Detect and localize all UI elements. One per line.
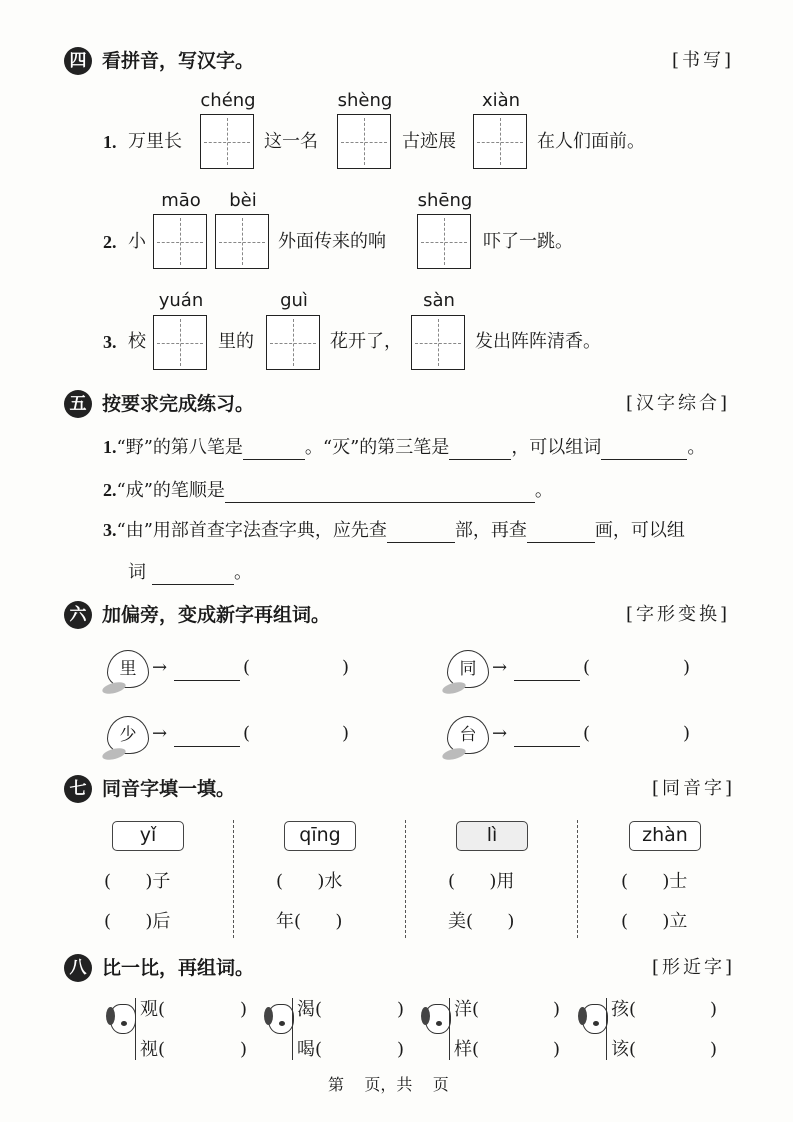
paren: (: [583, 723, 591, 744]
fill-item[interactable]: ( )用: [448, 871, 515, 892]
peach-icon: 台: [447, 716, 489, 754]
pinyin: xiàn: [481, 90, 521, 111]
pinyin: chéng: [200, 90, 256, 111]
section-title: 加偏旁，变成新字再组词。: [102, 604, 331, 626]
peach-icon: 少: [107, 716, 149, 754]
text: 吓了一跳。: [483, 231, 573, 252]
paren: (: [243, 723, 251, 744]
paren: (: [243, 657, 251, 678]
paren: ): [553, 1039, 561, 1060]
writing-box[interactable]: [200, 114, 254, 169]
text: 花开了，: [330, 331, 402, 352]
paren: ): [240, 1039, 248, 1060]
item-number: 3.: [103, 332, 117, 352]
text: 。: [234, 562, 252, 583]
fill-item[interactable]: ( )士: [621, 871, 688, 892]
pinyin: māo: [161, 190, 201, 211]
pinyin-box: lì: [456, 821, 528, 851]
item-number: 3.: [103, 520, 117, 540]
word: 洋(: [454, 999, 480, 1020]
writing-box[interactable]: [153, 315, 207, 370]
blank[interactable]: [514, 726, 580, 747]
text: 在人们面前。: [537, 131, 645, 152]
paren: ): [342, 723, 350, 744]
blank[interactable]: [152, 564, 234, 585]
pinyin: shèng: [337, 90, 393, 111]
section-tag: [同音字]: [652, 778, 736, 799]
s5-line-4: [128, 561, 252, 585]
pinyin: shēng: [417, 190, 473, 211]
section-tag: [字形变换]: [626, 604, 731, 625]
divider: [292, 998, 293, 1060]
section-tag: [汉字综合]: [626, 393, 731, 414]
blank[interactable]: [174, 660, 240, 681]
divider: [449, 998, 450, 1060]
blank[interactable]: [225, 482, 535, 503]
text: 词: [128, 562, 146, 583]
arrow: →: [492, 723, 508, 744]
blank[interactable]: [243, 439, 305, 460]
text: 发出阵阵清香。: [475, 331, 601, 352]
word: 该(: [611, 1039, 637, 1060]
text: ，可以组词: [511, 437, 602, 458]
fill-item[interactable]: 年( ): [276, 911, 343, 932]
word: 渴(: [297, 999, 323, 1020]
blank[interactable]: [527, 522, 595, 543]
arrow: →: [152, 657, 168, 678]
pinyin-box: zhàn: [629, 821, 701, 851]
paren: ): [710, 1039, 718, 1060]
text: 。: [687, 437, 706, 458]
dog-icon: [582, 1004, 608, 1034]
dog-icon: [425, 1004, 451, 1034]
text: 部，再查: [454, 520, 527, 541]
blank[interactable]: [601, 439, 687, 460]
section-number: 七: [64, 775, 92, 803]
item-number: 1.: [103, 132, 117, 152]
writing-box[interactable]: [266, 315, 320, 370]
fill-item[interactable]: ( )水: [276, 871, 343, 892]
column-divider: [233, 820, 234, 938]
blank[interactable]: [387, 522, 455, 543]
pinyin-box: yǐ: [112, 821, 184, 851]
pinyin: bèi: [229, 190, 257, 211]
dog-icon: [110, 1004, 136, 1034]
peach-icon: 同: [447, 650, 489, 688]
text: 小: [128, 231, 146, 252]
s5-line-3: [103, 518, 685, 543]
text: 画，可以组: [594, 520, 685, 541]
column-divider: [405, 820, 406, 938]
section-title: 同音字填一填。: [102, 778, 236, 800]
blank[interactable]: [174, 726, 240, 747]
word: 喝(: [297, 1039, 323, 1060]
paren: ): [710, 999, 718, 1020]
fill-item[interactable]: 美( ): [448, 911, 515, 932]
writing-box[interactable]: [153, 214, 207, 269]
text: 外面传来的响: [278, 231, 386, 252]
blank[interactable]: [449, 439, 511, 460]
section-tag: [形近字]: [652, 957, 736, 978]
pinyin-box: qīng: [284, 821, 356, 851]
paren: ): [397, 1039, 405, 1060]
text: 古迹展: [402, 131, 456, 152]
peach-icon: 里: [107, 650, 149, 688]
item-number: 2.: [103, 232, 117, 252]
text: “野”的第八笔是: [116, 437, 243, 458]
item-number: 1.: [103, 437, 117, 457]
writing-box[interactable]: [417, 214, 471, 269]
arrow: →: [492, 657, 508, 678]
section-number: 五: [64, 390, 92, 418]
text: 里的: [218, 331, 254, 352]
paren: ): [683, 657, 691, 678]
text: 这一名: [264, 131, 318, 152]
paren: ): [397, 999, 405, 1020]
dog-icon: [268, 1004, 294, 1034]
page-footer: 第 页，共 页: [328, 1075, 449, 1094]
text: 校: [128, 331, 146, 352]
paren: ): [240, 999, 248, 1020]
paren: ): [683, 723, 691, 744]
section-title: 看拼音，写汉字。: [102, 50, 255, 72]
word: 样(: [454, 1039, 480, 1060]
pinyin: yuán: [158, 290, 204, 311]
s5-line-2: [103, 478, 553, 503]
text: 。“灭”的第三笔是: [304, 437, 450, 458]
section-title: 比一比，再组词。: [102, 957, 255, 979]
divider: [606, 998, 607, 1060]
paren: (: [583, 657, 591, 678]
writing-box[interactable]: [215, 214, 269, 269]
writing-box[interactable]: [473, 114, 527, 169]
fill-item[interactable]: ( )后: [104, 911, 171, 932]
section-title: 按要求完成练习。: [102, 393, 255, 415]
blank[interactable]: [514, 660, 580, 681]
word: 观(: [140, 999, 166, 1020]
text: 万里长: [128, 131, 182, 152]
s5-line-1: [103, 435, 705, 460]
paren: ): [342, 657, 350, 678]
fill-item[interactable]: ( )立: [621, 911, 688, 932]
word: 孩(: [611, 999, 637, 1020]
section-number: 八: [64, 954, 92, 982]
text: “成”的笔顺是: [116, 480, 225, 501]
word: 视(: [140, 1039, 166, 1060]
section-number: 四: [64, 47, 92, 75]
text: 。: [534, 480, 553, 501]
section-number: 六: [64, 601, 92, 629]
writing-box[interactable]: [337, 114, 391, 169]
pinyin: sàn: [423, 290, 455, 311]
item-number: 2.: [103, 480, 117, 500]
paren: ): [553, 999, 561, 1020]
writing-box[interactable]: [411, 315, 465, 370]
section-tag: [书写]: [672, 50, 735, 71]
text: “由”用部首查字法查字典，应先查: [116, 520, 387, 541]
divider: [135, 998, 136, 1060]
pinyin: guì: [280, 290, 308, 311]
arrow: →: [152, 723, 168, 744]
fill-item[interactable]: ( )子: [104, 871, 171, 892]
column-divider: [577, 820, 578, 938]
